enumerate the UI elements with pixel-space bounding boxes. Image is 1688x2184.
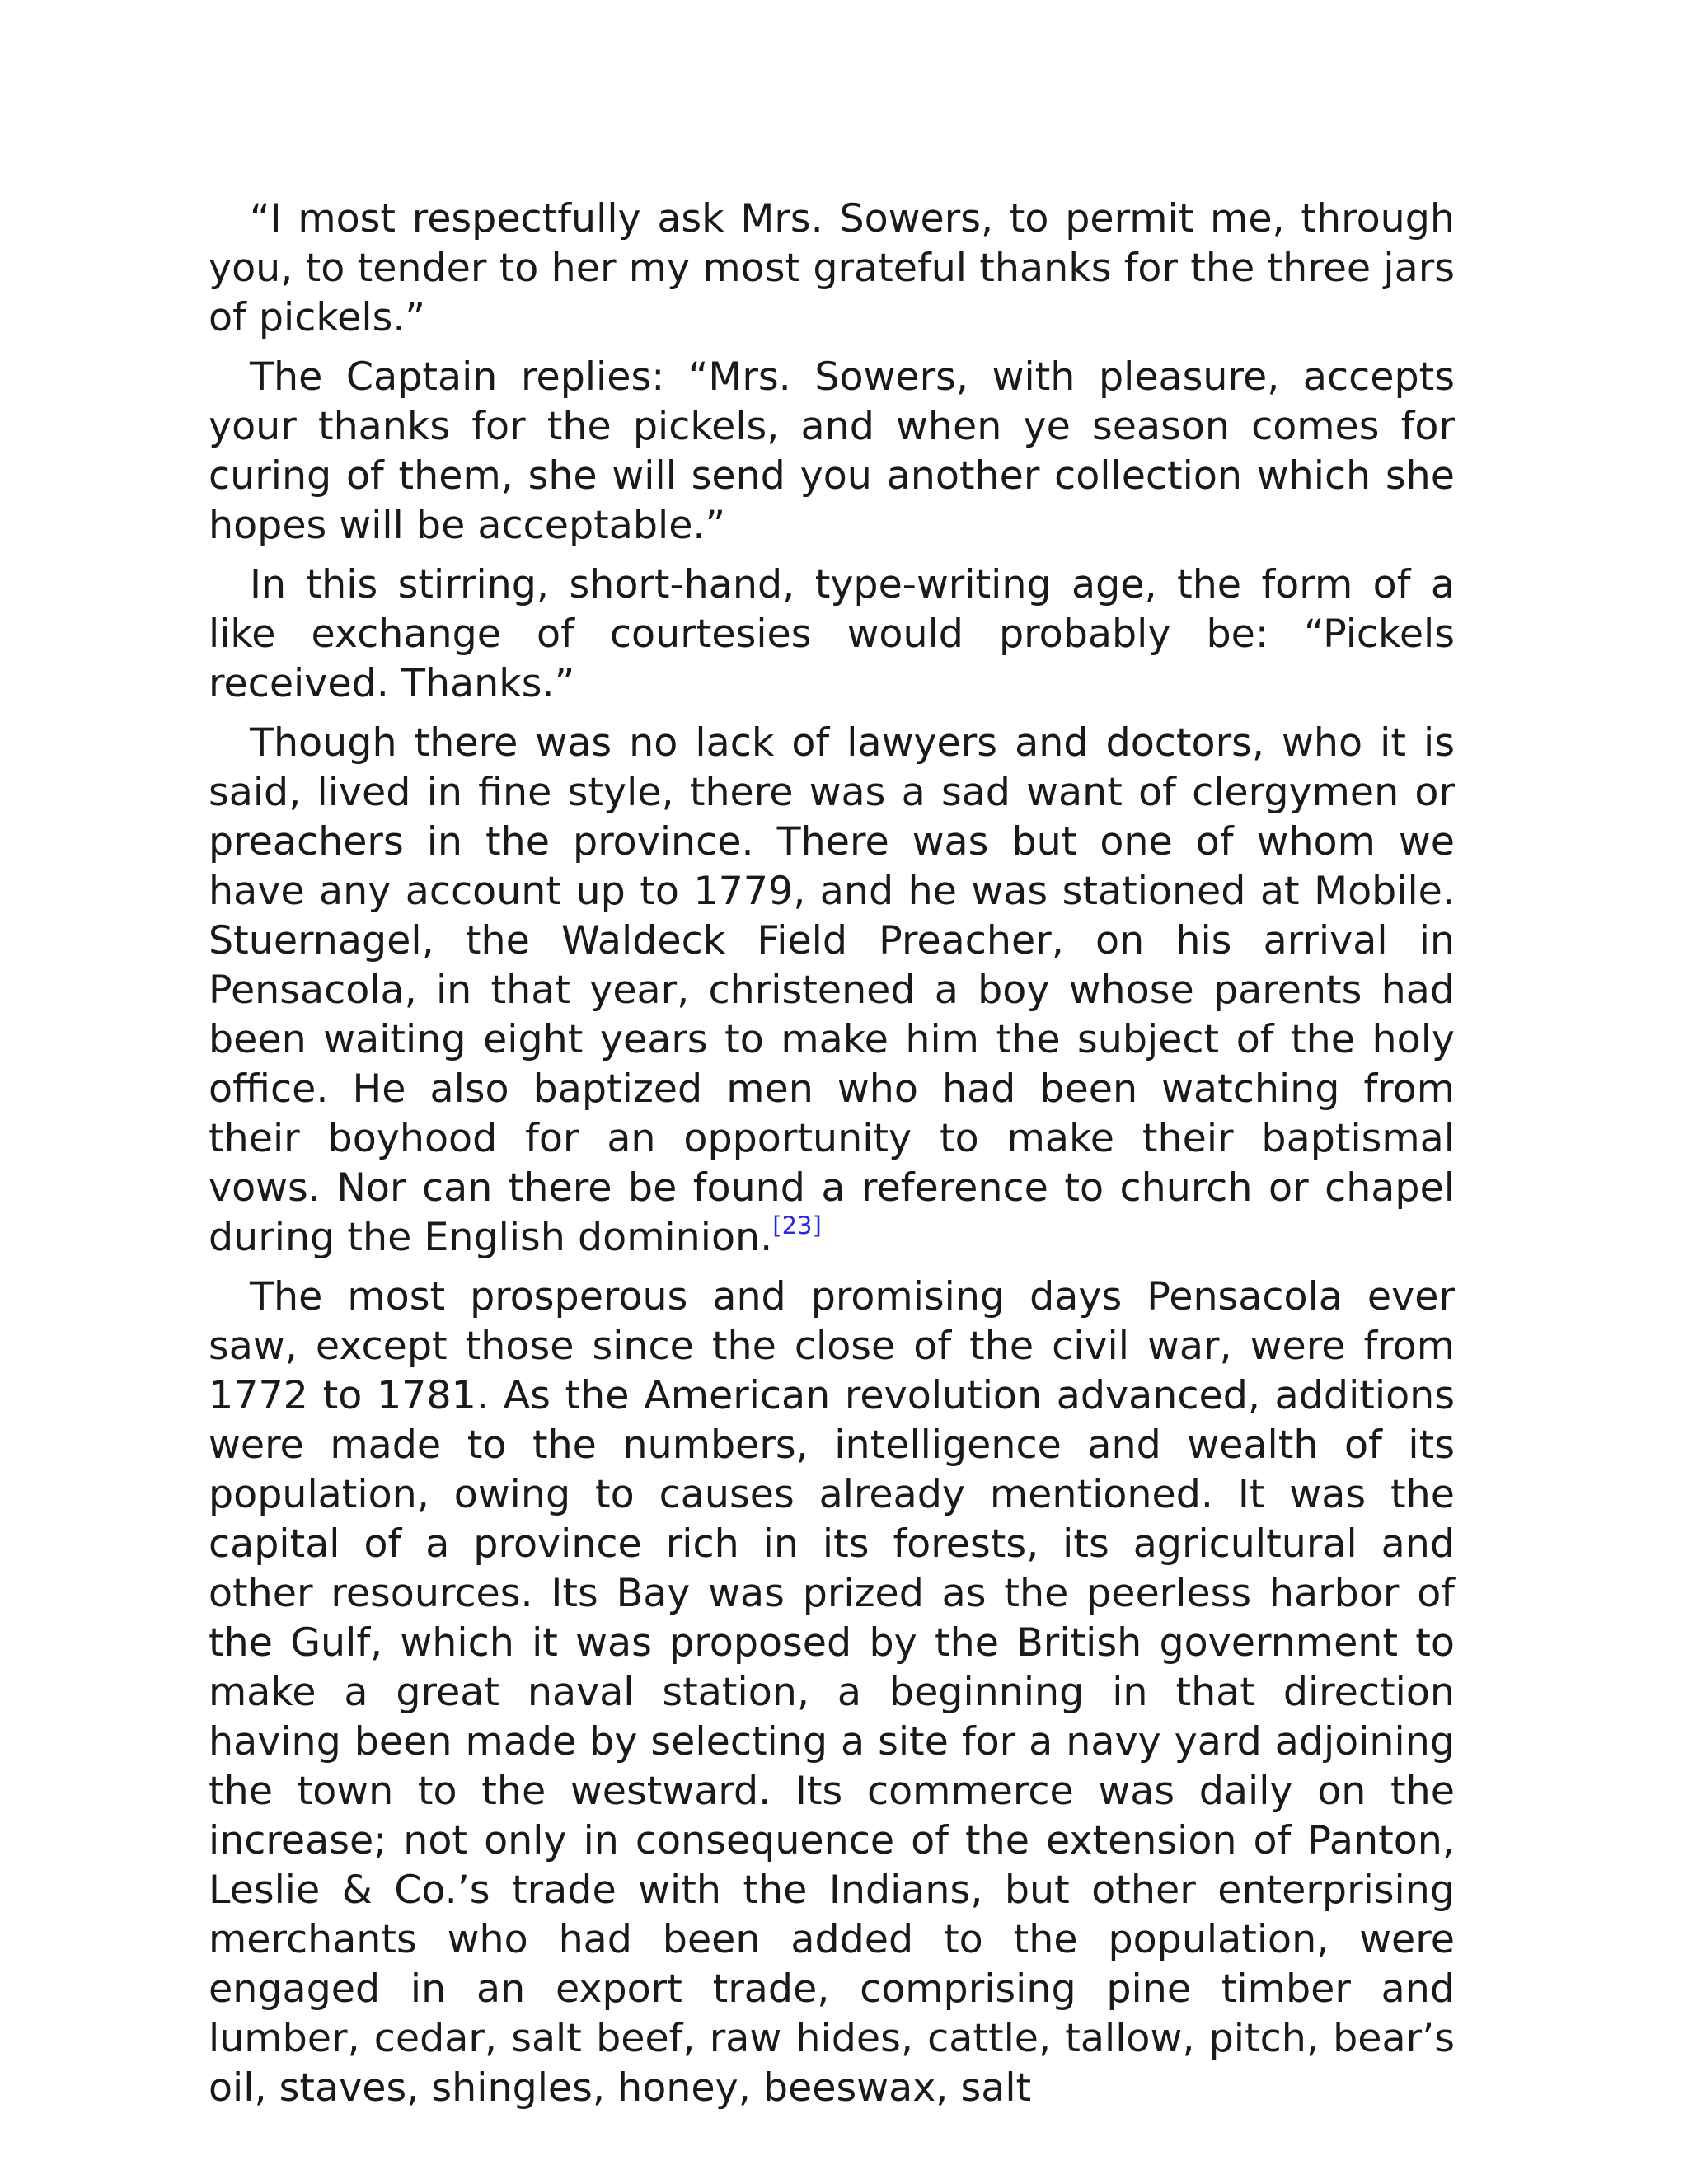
paragraph [209,1272,1455,2113]
paragraph-text: The most prosperous and promising days Pensacola ever saw, except those since the close of the civil war, were from 1772 to 1781. As the American revolution advanced, additions were made to the numbers, intelligence and wealth of its population, owing to causes already mentioned. It was the capital of a province rich in its forests, its agricultural and other resources. Its Bay was prized as the peerless harbor of the Gulf, which it was proposed by the British government to make a great naval station, a beginning in that direction having been made by selecting a site for a navy yard adjoining the town to the westward. Its commerce was daily on the increase; not only in consequence of the extension of Panton, Leslie & Co.’s trade with the Indians, but other enterprising merchants who had been added to the population, were engaged in an export trade, comprising pine timber and lumber, cedar, salt beef, raw hides, cattle, tallow, pitch, bear’s oil, staves, shingles, honey, beeswax, salt [209,1274,1455,2111]
paragraph-text: “I most respectfully ask Mrs. Sowers, to permit me, through you, to tender to her my most grateful thanks for the three jars of pickels.” [209,196,1455,340]
page-body [209,194,1455,2113]
paragraph [209,353,1455,551]
paragraph [209,560,1455,709]
paragraph-text: The Captain replies: “Mrs. Sowers, with pleasure, accepts your thanks for the pickels, and when ye season comes for curing of them, she will send you another collection which she hopes will be acceptable.” [209,354,1455,548]
paragraph-text: In this stirring, short-hand, type-writing age, the form of a like exchange of courtesies would probably be: “Pickels received. Thanks.” [209,562,1455,706]
paragraph [209,719,1455,1263]
footnote-link[interactable]: [23] [772,1212,822,1240]
paragraph [209,194,1455,343]
paragraph-text: Though there was no lack of lawyers and doctors, who it is said, lived in fine style, there was a sad want of clergymen or preachers in the province. There was but one of whom we have any account up to 1779, and he was stationed at Mobile. Stuernagel, the Waldeck Field Preacher, on his arrival in Pensacola, in that year, christened a boy whose parents had been waiting eight years to make him the subject of the holy office. He also baptized men who had been watching from their boyhood for an opportunity to make their baptismal vows. Nor can there be found a reference to church or chapel during the English dominion. [209,720,1455,1260]
